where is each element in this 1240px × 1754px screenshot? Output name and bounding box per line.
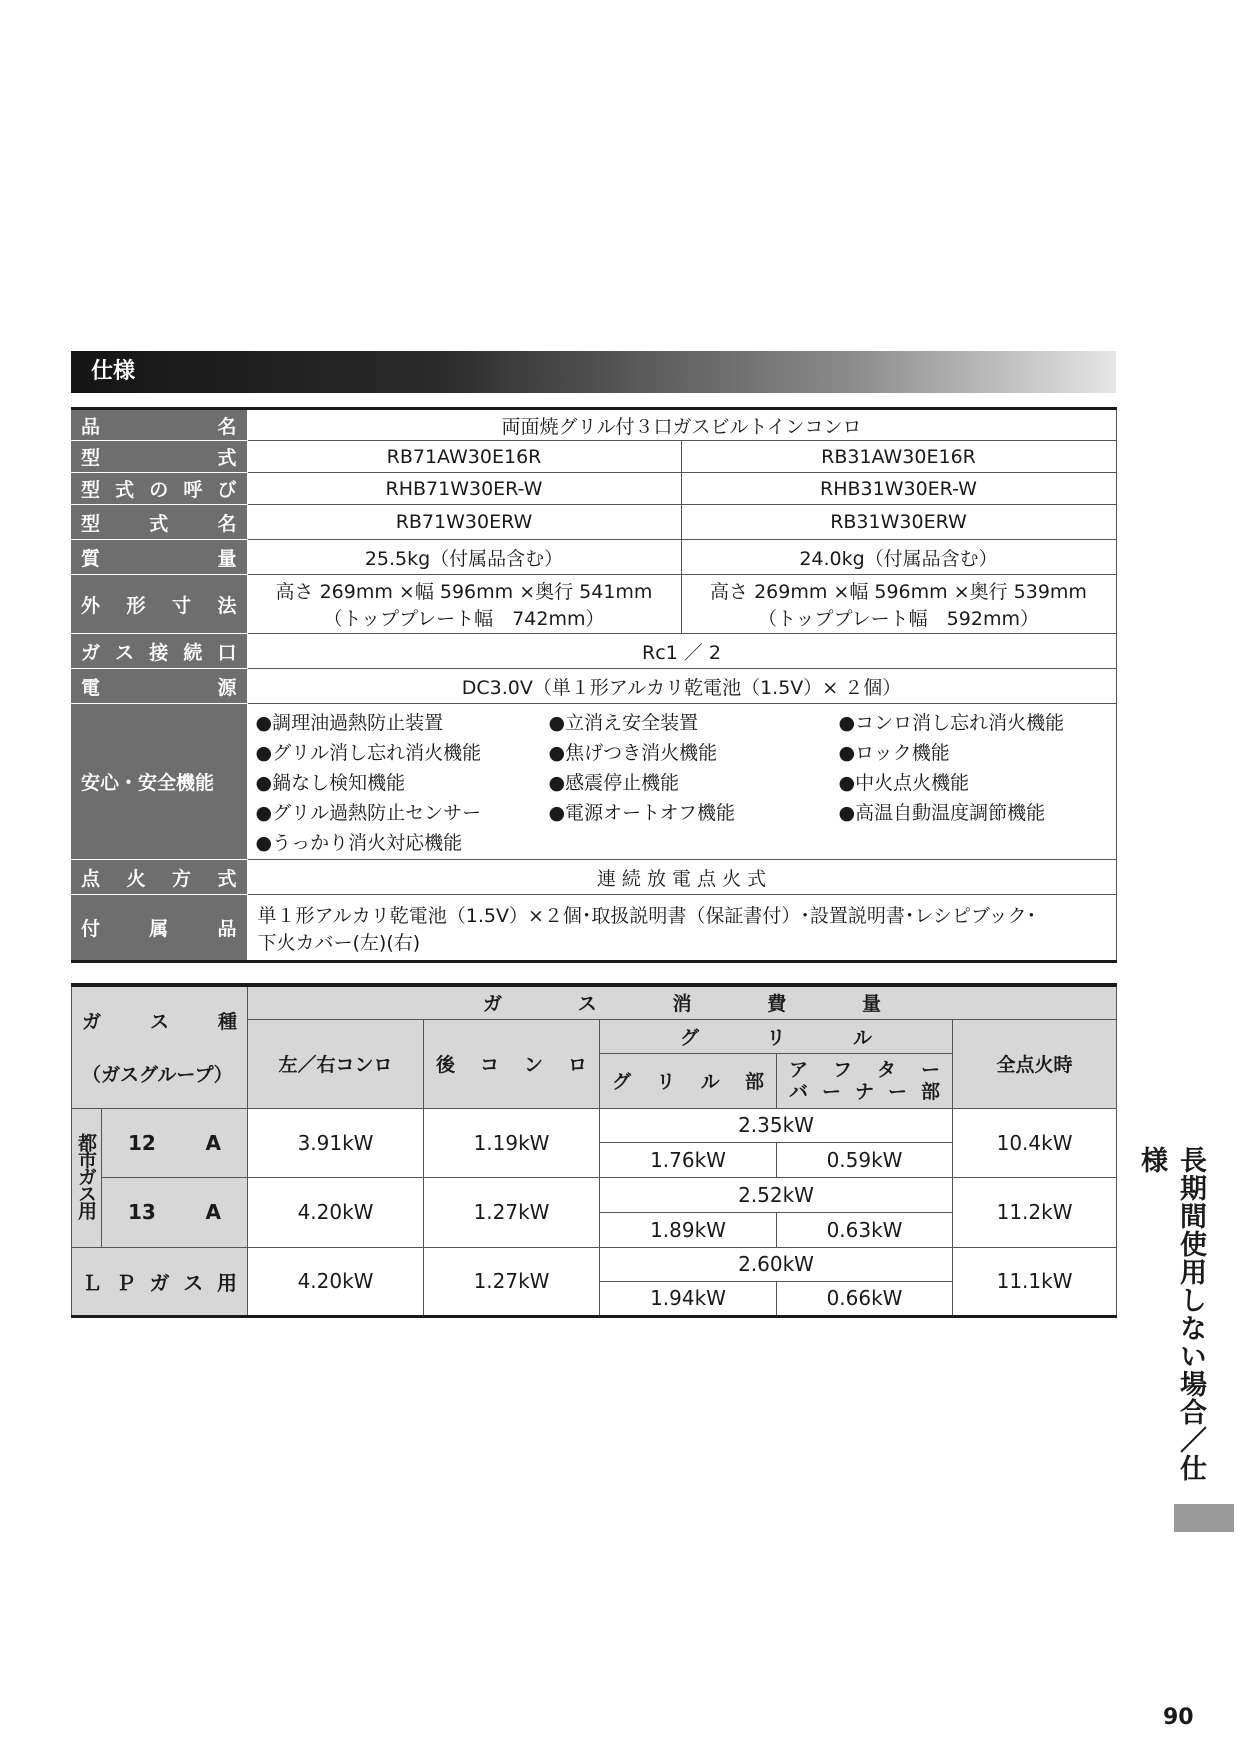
safety-feature: ●うっかり消火対応機能 [255, 832, 463, 854]
gas-row-grill-part: 1.89kW [600, 1212, 777, 1247]
mass-value-2: 24.0kg（付属品含む） [681, 540, 1116, 575]
gas-row-rear: 1.27kW [424, 1247, 600, 1316]
gas-row-rear: 1.19kW [424, 1108, 600, 1177]
gas-connection-label: ガ ス 接 続 口 [71, 634, 247, 669]
safety-feature: ●焦げつき消火機能 [548, 742, 718, 764]
safety-feature: ●鍋なし検知機能 [255, 772, 406, 794]
gas-row-rear: 1.27kW [424, 1177, 600, 1247]
accessories-label: 付 属 品 [71, 895, 247, 962]
safety-feature: ●電源オートオフ機能 [548, 802, 735, 824]
model-label: 型 式 [71, 441, 247, 473]
city-gas-label: 都市ガス用 [72, 1108, 102, 1247]
gas-row-name: 12 A [102, 1108, 248, 1177]
side-chapter-title: 長期間使用しない場合／仕様 [1136, 1146, 1206, 1482]
gas-row-all: 11.1kW [953, 1247, 1117, 1316]
safety-feature: ●調理油過熱防止装置 [255, 712, 444, 734]
dimensions-value-2: 高さ 269mm ×幅 596mm ×奥行 539mm （トッププレート幅 592mm） [681, 575, 1116, 634]
model-value-2: RB31AW30E16R [681, 441, 1116, 473]
gas-row-afterburner: 0.59kW [777, 1142, 953, 1177]
consumption-header: ガ ス 消 費 量 [248, 985, 1117, 1019]
power-value: DC3.0V（単１形アルカリ乾電池（1.5V）× ２個） [247, 669, 1116, 704]
model-name-value-2: RB31W30ERW [681, 505, 1116, 540]
safety-features [247, 704, 1116, 860]
section-title: 仕様 [71, 351, 1116, 393]
model-call-value-2: RHB31W30ER-W [681, 473, 1116, 505]
gas-type-header: ガ ス 種 （ガスグループ） [72, 985, 248, 1108]
gas-row-name: 13 A [102, 1177, 248, 1247]
safety-feature: ●感震停止機能 [548, 772, 680, 794]
gas-row-all: 11.2kW [953, 1177, 1117, 1247]
left-right-burner-header: 左／右コンロ [248, 1019, 424, 1108]
spec-table [71, 407, 1117, 963]
page-number: 90 [1163, 1705, 1194, 1730]
gas-row-grill-total: 2.52kW [600, 1177, 953, 1212]
safety-feature: ●ロック機能 [838, 742, 950, 764]
safety-label: 安心・安全機能 [71, 704, 247, 860]
lp-gas-label: Ｌ Ｐ ガ ス 用 [72, 1247, 248, 1316]
safety-feature: ●高温自動温度調節機能 [838, 802, 1046, 824]
safety-feature: ●グリル過熱防止センサー [255, 802, 482, 824]
gas-row-grill-part: 1.94kW [600, 1281, 777, 1316]
model-call-value-1: RHB71W30ER-W [247, 473, 681, 505]
mass-value-1: 25.5kg（付属品含む） [247, 540, 681, 575]
all-burners-header: 全点火時 [953, 1019, 1117, 1108]
power-label: 電 源 [71, 669, 247, 704]
accessories-value: 単１形アルカリ乾電池（1.5V）×２個･取扱説明書（保証書付）･設置説明書･レシピブック･ 下火カバー(左)(右) [247, 895, 1116, 962]
model-name-value-1: RB71W30ERW [247, 505, 681, 540]
side-chapter-tab [1174, 1504, 1234, 1532]
ignition-label: 点 火 方 式 [71, 860, 247, 895]
gas-consumption-table [71, 983, 1117, 1318]
product-name-value: 両面焼グリル付３口ガスビルトインコンロ [247, 409, 1116, 441]
product-name-label: 品 名 [71, 409, 247, 441]
gas-row-grill-total: 2.35kW [600, 1108, 953, 1142]
model-value-1: RB71AW30E16R [247, 441, 681, 473]
gas-connection-value: Rc1 ／ 2 [247, 634, 1116, 669]
grill-header: グ リ ル [600, 1019, 953, 1053]
safety-feature: ●コンロ消し忘れ消火機能 [838, 712, 1065, 734]
safety-feature: ●中火点火機能 [838, 772, 970, 794]
gas-row-lr: 4.20kW [248, 1247, 424, 1316]
safety-feature: ●立消え安全装置 [548, 712, 699, 734]
gas-row-all: 10.4kW [953, 1108, 1117, 1177]
dimensions-value-1: 高さ 269mm ×幅 596mm ×奥行 541mm （トッププレート幅 742mm） [247, 575, 681, 634]
rear-burner-header: 後 コ ン ロ [424, 1019, 600, 1108]
gas-row-grill-part: 1.76kW [600, 1142, 777, 1177]
gas-row-afterburner: 0.66kW [777, 1281, 953, 1316]
gas-row-grill-total: 2.60kW [600, 1247, 953, 1281]
mass-label: 質 量 [71, 540, 247, 575]
grill-part-header: グ リ ル 部 [600, 1053, 777, 1108]
dimensions-label: 外 形 寸 法 [71, 575, 247, 634]
model-name-label: 型 式 名 [71, 505, 247, 540]
gas-row-lr: 3.91kW [248, 1108, 424, 1177]
afterburner-header: ア フ タ ー バ ー ナ ー 部 [777, 1053, 953, 1108]
safety-feature: ●グリル消し忘れ消火機能 [255, 742, 482, 764]
model-call-label: 型 式 の 呼 び [71, 473, 247, 505]
ignition-value: 連 続 放 電 点 火 式 [247, 860, 1116, 895]
gas-row-lr: 4.20kW [248, 1177, 424, 1247]
gas-row-afterburner: 0.63kW [777, 1212, 953, 1247]
